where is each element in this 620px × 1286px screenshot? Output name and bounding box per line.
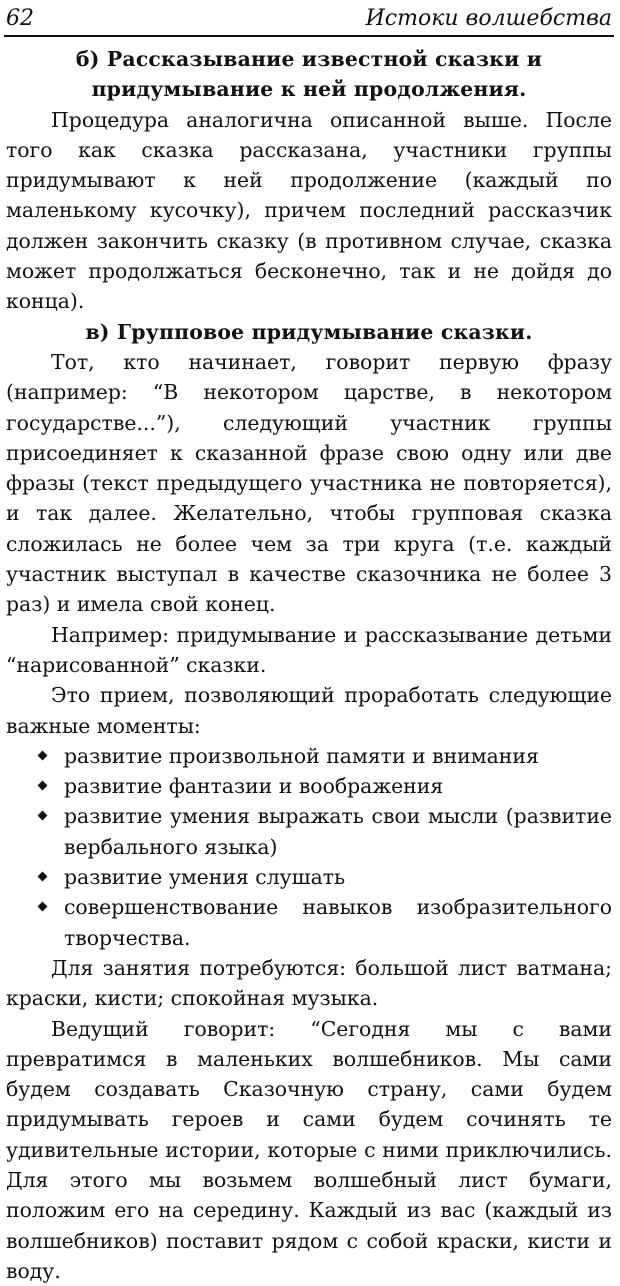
section-c-paragraph-4: Для занятия потребуются: большой лист ватмана; краски, кисти; спокойная музыка. — [6, 953, 612, 1014]
list-item-text: совершенствование навыков изобразительного творчества. — [64, 895, 612, 949]
bullet-diamond-icon — [38, 872, 48, 882]
section-b-heading: б) Рассказывание известной сказки и придумывание к ней продолжения. — [6, 44, 612, 105]
list-item — [6, 771, 612, 801]
section-c-heading: в) Групповое придумывание сказки. — [6, 317, 612, 347]
bullet-diamond-icon — [38, 750, 48, 760]
bullet-diamond-icon — [38, 902, 48, 912]
list-item — [6, 862, 612, 892]
bullet-diamond-icon — [38, 781, 48, 791]
section-c-paragraph-3: Это прием, позволяющий проработать следующие важные моменты: — [6, 680, 612, 741]
running-title: Истоки волшебства — [366, 6, 612, 32]
list-item — [6, 892, 612, 953]
list-item — [6, 741, 612, 771]
list-item — [6, 801, 612, 862]
page-header — [6, 4, 612, 32]
list-item-text: развитие умения слушать — [64, 865, 345, 889]
header-rule — [4, 35, 614, 37]
section-b-paragraph: Процедура аналогична описанной выше. После того как сказка рассказана, участники группы придумывают к ней продолжение (каждый по маленькому кусочку), причем последний рассказчик должен закончить сказку (в противном случае, сказка может продолжаться бесконечно, так и не дойдя до конца). — [6, 105, 612, 317]
bullet-diamond-icon — [38, 811, 48, 821]
list-item-text: развитие произвольной памяти и внимания — [64, 744, 539, 768]
skills-list — [6, 741, 612, 953]
page-number: 62 — [6, 6, 34, 32]
list-item-text: развитие умения выражать свои мысли (развитие вербального языка) — [64, 804, 612, 858]
section-c-paragraph-5: Ведущий говорит: “Сегодня мы с вами превратимся в маленьких волшебников. Мы сами будем создавать Сказочную страну, сами будем придумывать героев и сами будем сочинять те удивительные истории, которые с ними приключились. Для этого мы возьмем волшебный лист бумаги, положим его на середину. Каждый из вас (каждый из волшебников) поставит рядом с собой краски, кисти и воду. — [6, 1014, 612, 1286]
section-c-paragraph-1: Тот, кто начинает, говорит первую фразу (например: “В некотором царстве, в некотором государстве...”), следующий участник группы присоединяет к сказанной фразе свою одну или две фразы (текст предыдущего участника не повторяется), и так далее. Желательно, чтобы групповая сказка сложилась не более чем за три круга (т.е. каждый участник выступал в качестве сказочника не более 3 раз) и имела свой конец. — [6, 347, 612, 620]
list-item-text: развитие фантазии и воображения — [64, 774, 443, 798]
section-c-paragraph-2: Например: придумывание и рассказывание детьми “нарисованной” сказки. — [6, 620, 612, 681]
page-body — [6, 44, 612, 1286]
